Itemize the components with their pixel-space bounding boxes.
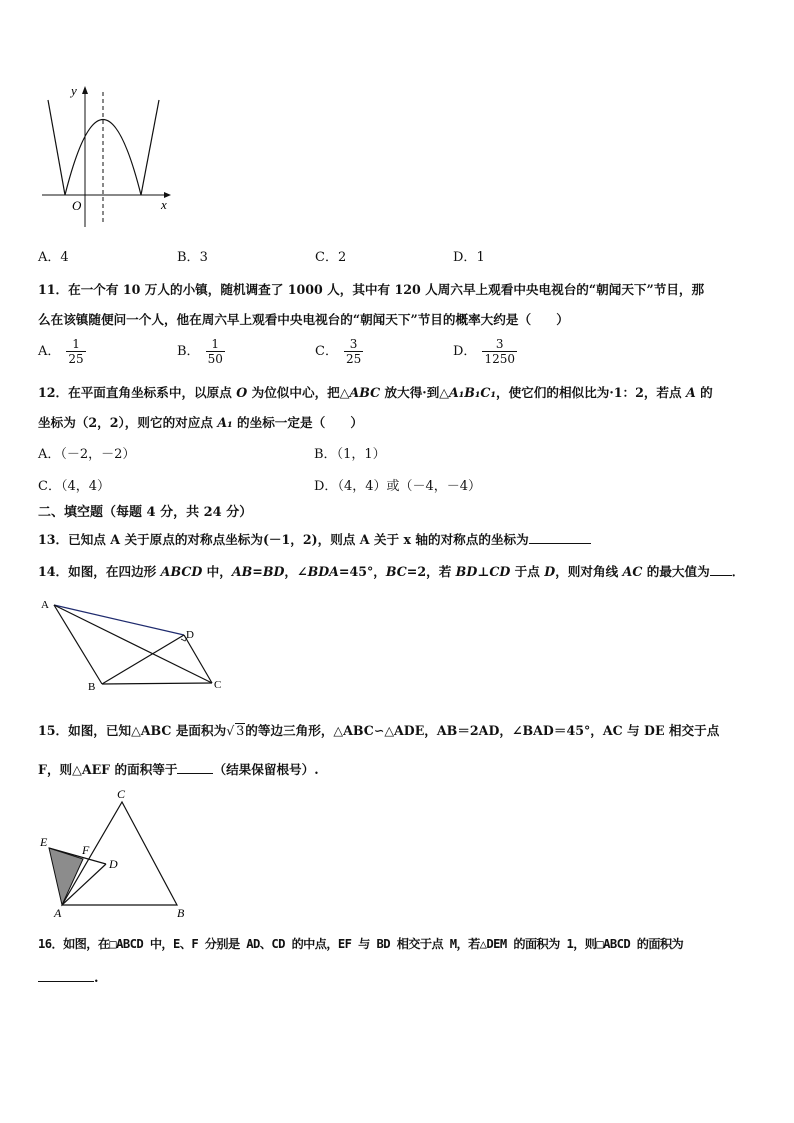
text: 于点 (510, 564, 545, 579)
q14-line (38, 562, 744, 581)
q13-line (38, 530, 591, 549)
option-letter: B． (177, 344, 200, 359)
segment-AD (54, 605, 184, 635)
text: 13．已知点 A 关于原点的对称点坐标为(－1，2)，则点 A 关于 x 轴的对称点的坐标为 (38, 532, 529, 547)
math: AC (622, 564, 643, 579)
label-C: C (117, 787, 126, 801)
text: 中， (202, 564, 232, 579)
option-text: （1，1） (336, 447, 386, 462)
text: ，使它们的相似比为·1：2，若点 (495, 385, 686, 400)
numerator: 1 (72, 337, 80, 351)
label-D: D (186, 629, 194, 641)
label-A: A (41, 599, 49, 611)
origin-label: O (72, 198, 82, 213)
option-letter: D． (314, 479, 338, 494)
label-E: E (40, 835, 48, 849)
q11-line-1: 11．在一个有 10 万人的小镇，随机调查了 1000 人，其中有 120 人周六早上观看中央电视台的“朝闻天下”节目，那 (38, 282, 705, 297)
math: BDA (307, 564, 339, 579)
text: 的坐标一定是（ ） (232, 415, 363, 430)
answer-blank[interactable] (529, 530, 591, 544)
math: BC (385, 564, 407, 579)
option-text: 2 (337, 250, 347, 265)
option-letter: C． (38, 479, 61, 494)
fraction (206, 337, 225, 366)
option-letter: D． (453, 344, 477, 359)
text: ，则对角线 (555, 564, 623, 579)
q16-line-1: 16．如图，在□ABCD 中，E、F 分别是 AD、CD 的中点，EF 与 BD 相交于点 M，若△DEM 的面积为 1，则□ABCD 的面积为 (38, 937, 684, 951)
option-text: （4，4） (60, 479, 110, 494)
option-text: 4 (60, 250, 69, 265)
math: BD (455, 564, 478, 579)
option-letter: D． (453, 250, 477, 265)
y-label: y (71, 83, 77, 98)
math: A₁B₁C₁ (448, 385, 496, 400)
label-F: F (82, 843, 90, 857)
numerator: 1 (211, 337, 220, 351)
q11-option-a[interactable] (38, 337, 86, 366)
q10-option-d[interactable] (453, 249, 485, 267)
denominator: 25 (345, 352, 362, 366)
y-axis-arrow (82, 86, 88, 94)
q11-option-b[interactable] (177, 337, 225, 366)
q15-line-2 (38, 760, 319, 779)
figure-q14-quadrilateral (36, 594, 236, 696)
q16-line-2 (38, 968, 99, 988)
label-B: B (88, 681, 96, 693)
q12-option-c[interactable] (38, 478, 110, 496)
q10-option-b[interactable] (177, 249, 208, 267)
q12-line-1 (38, 384, 713, 402)
text: =45°， (338, 564, 386, 579)
fraction (482, 337, 517, 366)
figure-q10-parabola (38, 82, 178, 232)
math: ABC (349, 385, 381, 400)
option-text: （4，4）或（－4，－4） (337, 479, 482, 494)
label-A: A (54, 906, 62, 920)
figure-q15-triangles (36, 786, 206, 922)
text: ，∠ (284, 564, 308, 579)
numerator: 3 (495, 337, 504, 351)
option-text: 3 (199, 250, 208, 265)
option-letter: A． (38, 447, 61, 462)
text: =2，若 (406, 564, 456, 579)
text: 的等边三角形，△ABC∽△ADE，AB＝2AD，∠BAD＝45°，AC 与 DE 相交于点 (245, 723, 720, 738)
denominator: 50 (207, 352, 223, 366)
math: D (544, 564, 556, 579)
q12-option-b[interactable] (314, 446, 386, 464)
text: . (94, 971, 99, 986)
segment-BD (102, 635, 184, 684)
text: 14．如图，在四边形 (38, 564, 161, 579)
q12-option-d[interactable] (314, 478, 481, 496)
text: 12．在平面直角坐标系中，以原点 (38, 385, 237, 400)
sqrt-radicand: 3 (236, 723, 245, 738)
text: 坐标为（2，2），则它的对应点 (38, 415, 218, 430)
option-text: 1 (476, 250, 485, 265)
q11-option-c[interactable] (315, 337, 363, 366)
section-title: 二、填空题（每题 4 分，共 24 分） (38, 505, 253, 520)
text: F，则△AEF 的面积等于 (38, 762, 178, 777)
segment-BC (102, 683, 212, 684)
numerator: 3 (349, 337, 358, 351)
fraction (66, 337, 85, 366)
text: 的 (695, 385, 713, 400)
denominator: 1250 (484, 352, 515, 366)
text: ． (731, 564, 745, 579)
math: ABCD (160, 564, 203, 579)
text: 放大得·到△ (380, 385, 449, 400)
math: CD (489, 564, 511, 579)
text: 15．如图，已知△ABC 是面积为 (38, 723, 227, 738)
math: A₁ (217, 415, 233, 430)
x-label: x (161, 197, 167, 212)
left-line (48, 100, 65, 195)
option-letter: B． (177, 250, 200, 265)
option-letter: A． (38, 250, 61, 265)
q11-line-2: 么在该镇随便问一个人，他在周六早上观看中央电视台的“朝闻天下”节目的概率大约是（ ） (38, 312, 569, 327)
math: AB=BD (231, 564, 285, 579)
q12-line-2 (38, 414, 363, 432)
answer-blank[interactable] (710, 562, 732, 576)
text: 的最大值为 (642, 564, 710, 579)
option-letter: C． (315, 344, 338, 359)
q11-option-d[interactable] (453, 337, 517, 366)
text: ⊥ (477, 564, 490, 579)
text: 为位似中心，把△ (247, 385, 350, 400)
q15-line-1 (38, 722, 719, 740)
option-text: （－2，－2） (60, 447, 136, 462)
q10-option-a[interactable] (38, 249, 69, 267)
q10-option-c[interactable] (315, 249, 346, 267)
option-letter: B． (314, 447, 337, 462)
q12-option-a[interactable] (38, 446, 135, 464)
sqrt-expression: √ 3 (226, 723, 245, 738)
math: A (686, 385, 696, 400)
label-B: B (177, 906, 185, 920)
option-letter: C． (315, 250, 338, 265)
fraction (344, 337, 363, 366)
answer-blank[interactable] (177, 760, 213, 774)
right-line (141, 100, 159, 195)
answer-blank[interactable] (38, 968, 94, 982)
label-C: C (214, 679, 222, 691)
denominator: 25 (68, 352, 84, 366)
text: （结果保留根号）. (213, 762, 319, 777)
option-letter: A． (38, 344, 61, 359)
math: O (236, 385, 248, 400)
label-D: D (109, 857, 118, 871)
